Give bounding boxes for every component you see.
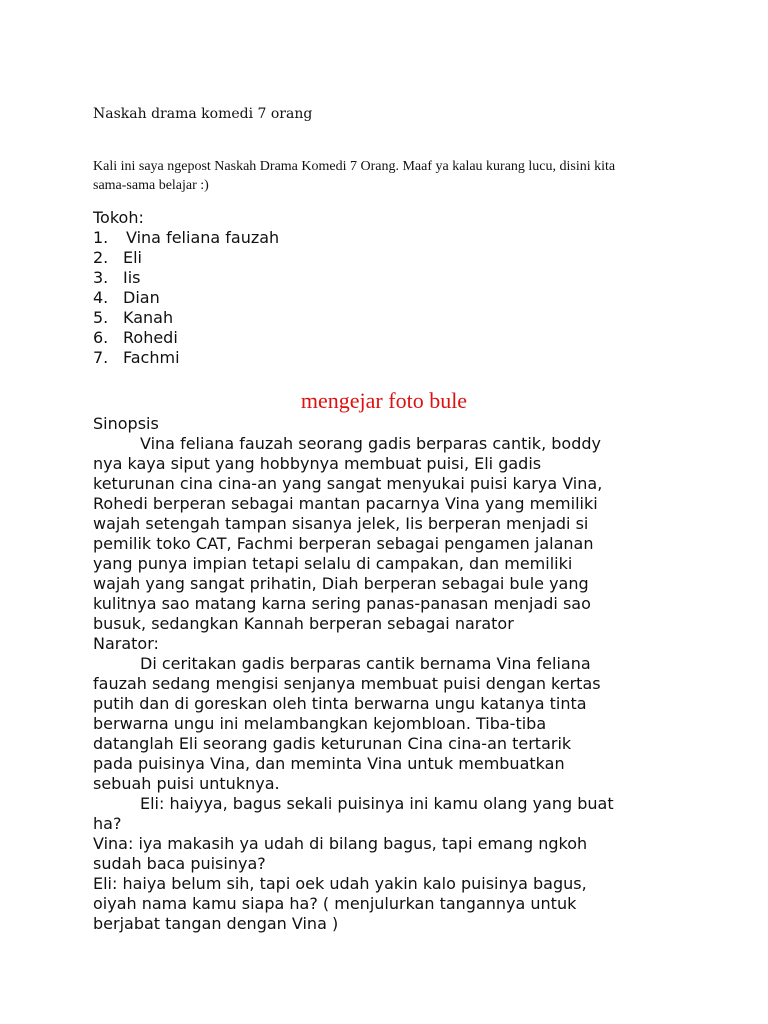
synopsis-line: yang punya impian tetapi selalu di campakan, dan memiliki bbox=[93, 554, 573, 573]
cast-heading: Tokoh: bbox=[93, 208, 144, 227]
cast-list-item: 1. Vina feliana fauzah bbox=[93, 228, 280, 247]
cast-name: Vina feliana fauzah bbox=[126, 228, 280, 247]
intro-paragraph bbox=[93, 158, 683, 195]
narration-line: putih dan di goreskan oleh tinta berwarna ungu katanya tinta bbox=[93, 694, 587, 713]
narration-line: datanglah Eli seorang gadis keturunan Cina cina-an tertarik bbox=[93, 734, 572, 753]
synopsis-line: wajah setengah tampan sisanya jelek, Iis berperan menjadi si bbox=[93, 514, 589, 533]
cast-list-item: 3. Iis bbox=[93, 268, 141, 287]
cast-section bbox=[93, 208, 279, 368]
synopsis-line: busuk, sedangkan Kannah berperan sebagai narator bbox=[93, 614, 514, 633]
cast-name: Fachmi bbox=[123, 348, 180, 367]
section-heading-narator: Narator: bbox=[93, 634, 159, 653]
dialogue-line: Eli: haiyya, bagus sekali puisinya ini kamu olang yang buat bbox=[140, 794, 614, 813]
cast-name: Iis bbox=[123, 268, 141, 287]
dialogue-line: oiyah nama kamu siapa ha? ( menjulurkan tangannya untuk bbox=[93, 894, 577, 913]
cast-name: Kanah bbox=[123, 308, 174, 327]
cast-list-item: 7. Fachmi bbox=[93, 348, 180, 367]
narration-line: fauzah sedang mengisi senjanya membuat puisi dengan kertas bbox=[93, 674, 601, 693]
cast-list-item: 4. Dian bbox=[93, 288, 160, 307]
dialogue-line: Vina: iya makasih ya udah di bilang bagus, tapi emang ngkoh bbox=[93, 834, 588, 853]
story-title: mengejar foto bule bbox=[300, 388, 468, 413]
cast-name: Rohedi bbox=[123, 328, 178, 347]
synopsis-line: Rohedi berperan sebagai mantan pacarnya Vina yang memiliki bbox=[93, 494, 598, 513]
synopsis-line: pemilik toko CAT, Fachmi berperan sebagai pengamen jalanan bbox=[93, 534, 594, 553]
synopsis-line: keturunan cina cina-an yang sangat menyukai puisi karya Vina, bbox=[93, 474, 603, 493]
cast-name: Eli bbox=[123, 248, 142, 267]
document-title: Naskah drama komedi 7 orang bbox=[93, 106, 313, 122]
narration-line: pada puisinya Vina, dan meminta Vina untuk membuatkan bbox=[93, 754, 565, 773]
dialogue-line: berjabat tangan dengan Vina ) bbox=[93, 914, 339, 933]
synopsis-line: kulitnya sao matang karna sering panas-panasan menjadi sao bbox=[93, 594, 591, 613]
synopsis-line: nya kaya siput yang hobbynya membuat puisi, Eli gadis bbox=[93, 454, 542, 473]
section-heading-sinopsis: Sinopsis bbox=[93, 414, 159, 433]
cast-list-item: 2. Eli bbox=[93, 248, 142, 267]
cast-list-item: 5. Kanah bbox=[93, 308, 174, 327]
cast-list-item: 6. Rohedi bbox=[93, 328, 178, 347]
narration-line: berwarna ungu ini melambangkan kejombloan. Tiba-tiba bbox=[93, 714, 547, 733]
dialogue-line: ha? bbox=[93, 814, 122, 833]
script-body bbox=[93, 414, 693, 934]
intro-line: sama-sama belajar :) bbox=[93, 177, 209, 193]
cast-list bbox=[93, 228, 279, 368]
narration-line: sebuah puisi untuknya. bbox=[93, 774, 280, 793]
dialogue-line: Eli: haiya belum sih, tapi oek udah yakin kalo puisinya bagus, bbox=[93, 874, 587, 893]
cast-name: Dian bbox=[123, 288, 160, 307]
dialogue-line: sudah baca puisinya? bbox=[93, 854, 266, 873]
synopsis-line: Vina feliana fauzah seorang gadis berparas cantik, boddy bbox=[140, 434, 601, 453]
narration-line: Di ceritakan gadis berparas cantik bernama Vina feliana bbox=[140, 654, 591, 673]
intro-line: Kali ini saya ngepost Naskah Drama Komedi 7 Orang. Maaf ya kalau kurang lucu, disini kita bbox=[93, 159, 616, 174]
synopsis-line: wajah yang sangat prihatin, Diah berperan sebagai bule yang bbox=[93, 574, 589, 593]
